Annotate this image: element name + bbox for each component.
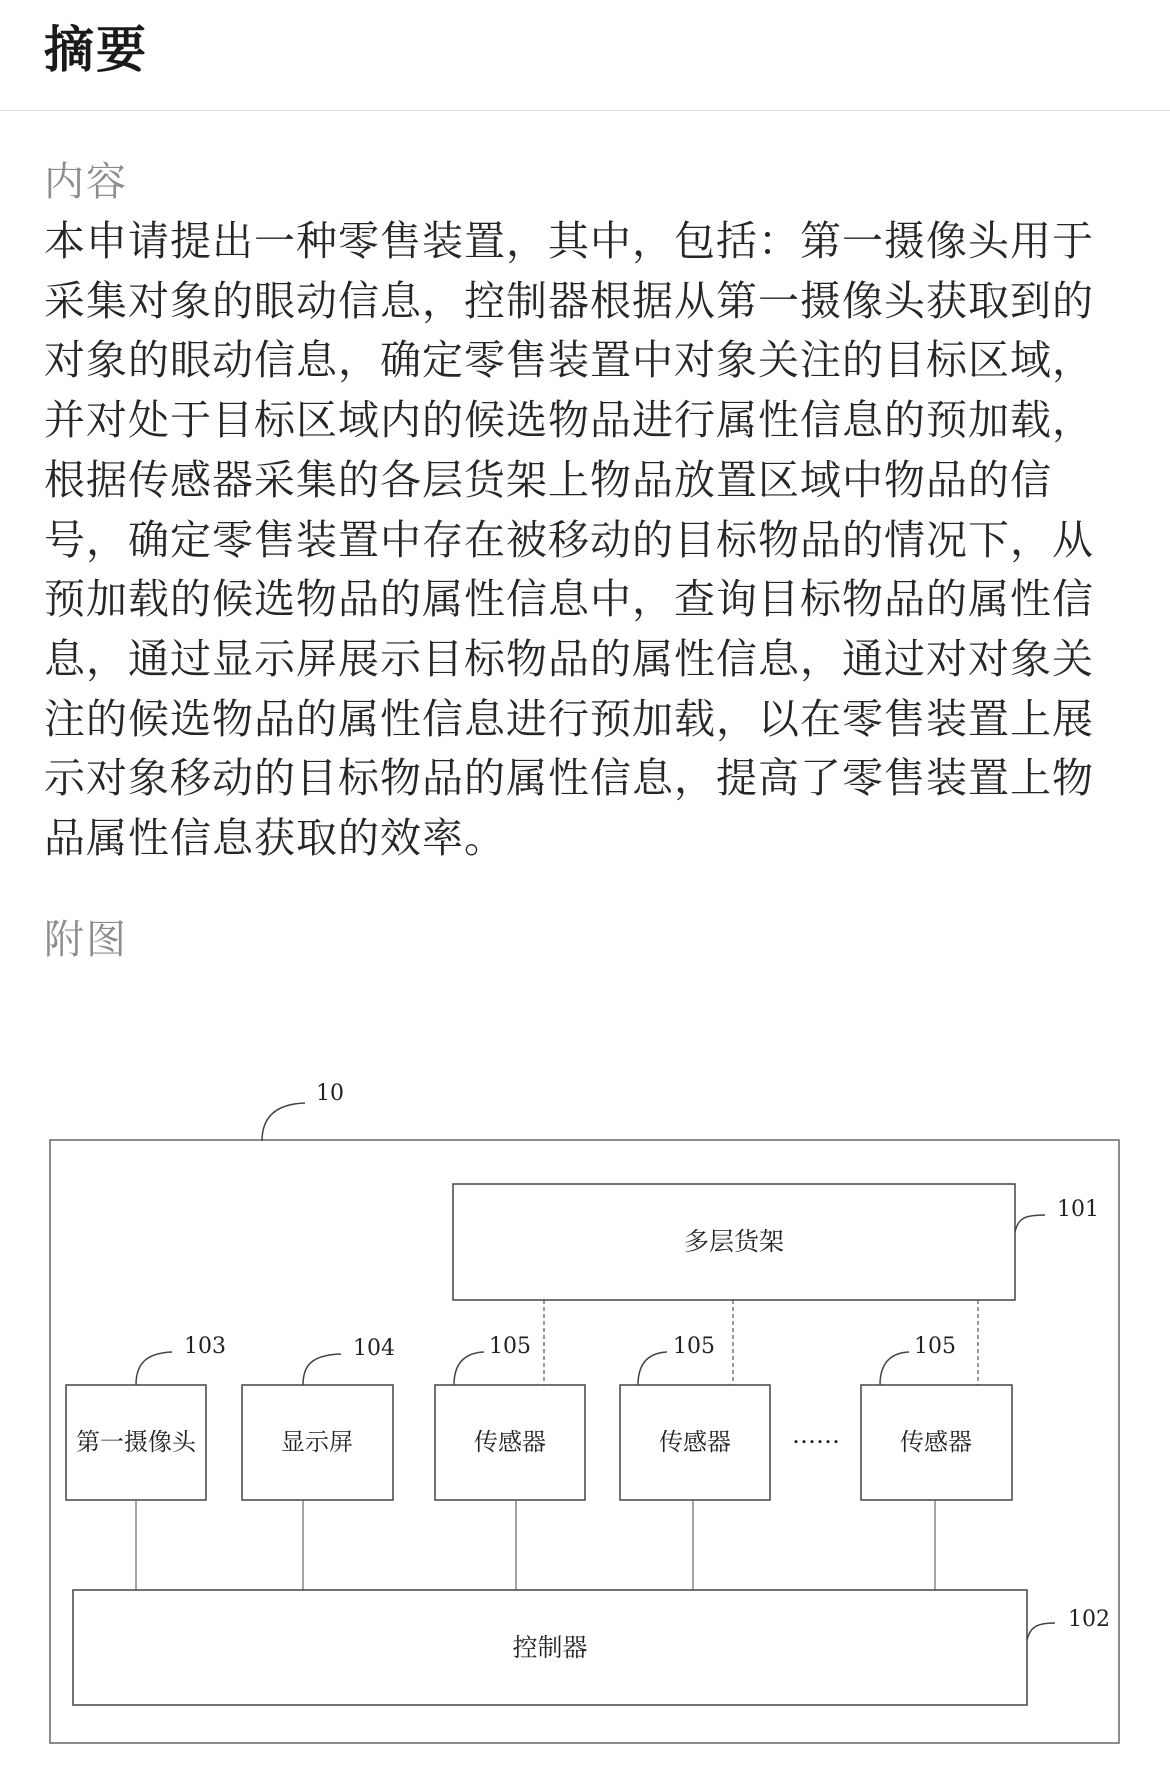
display-ref-label: 104 <box>353 1336 395 1361</box>
sensor-ref-leader-3 <box>880 1352 909 1385</box>
device-ref-label: 10 <box>316 1081 344 1106</box>
controller-ref-leader <box>1027 1623 1055 1640</box>
sensor-ref-label-3: 105 <box>914 1334 956 1359</box>
sensor-label-1: 传感器 <box>474 1428 546 1456</box>
sensor-ref-label-1: 105 <box>489 1334 531 1359</box>
figure-section-label: 附图 <box>44 917 128 963</box>
page-title: 摘要 <box>44 21 148 79</box>
camera-ref-leader <box>136 1352 172 1385</box>
sensor-ref-leader-2 <box>638 1352 667 1385</box>
display-label: 显示屏 <box>281 1428 353 1456</box>
camera-ref-label: 103 <box>184 1334 226 1359</box>
shelf-ref-label: 101 <box>1057 1197 1099 1222</box>
patent-figure <box>0 1060 1170 1786</box>
device-ref-leader <box>262 1103 305 1141</box>
sensor-label-2: 传感器 <box>659 1428 731 1456</box>
sensor-label-3: 传感器 <box>900 1428 972 1456</box>
abstract-text: 本申请提出一种零售装置，其中，包括：第一摄像头用于采集对象的眼动信息，控制器根据从第一摄像头获取到的对象的眼动信息，确定零售装置中对象关注的目标区域，并对处于目标区域内的候选物品进行属性信息的预加载，根据传感器采集的各层货架上物品放置区域中物品的信号，确定零售装置中存在被移动的目标物品的情况下，从预加载的候选物品的属性信息中，查询目标物品的属性信息，通过显示屏展示目标物品的属性信息，通过对对象关注的候选物品的属性信息进行预加载，以在零售装置上展示对象移动的目标物品的属性信息，提高了零售装置上物品属性信息获取的效率。 <box>44 217 1094 863</box>
controller-label: 控制器 <box>512 1633 588 1662</box>
sensor-ellipsis: …… <box>792 1421 840 1449</box>
content-section-label: 内容 <box>44 159 128 205</box>
shelf-label: 多层货架 <box>683 1227 785 1256</box>
camera-label: 第一摄像头 <box>76 1428 196 1456</box>
shelf-ref-leader <box>1015 1215 1045 1232</box>
header-divider <box>0 110 1170 111</box>
display-ref-leader <box>303 1354 341 1385</box>
sensor-ref-leader-1 <box>454 1352 484 1385</box>
controller-ref-label: 102 <box>1068 1607 1110 1632</box>
sensor-ref-label-2: 105 <box>673 1334 715 1359</box>
